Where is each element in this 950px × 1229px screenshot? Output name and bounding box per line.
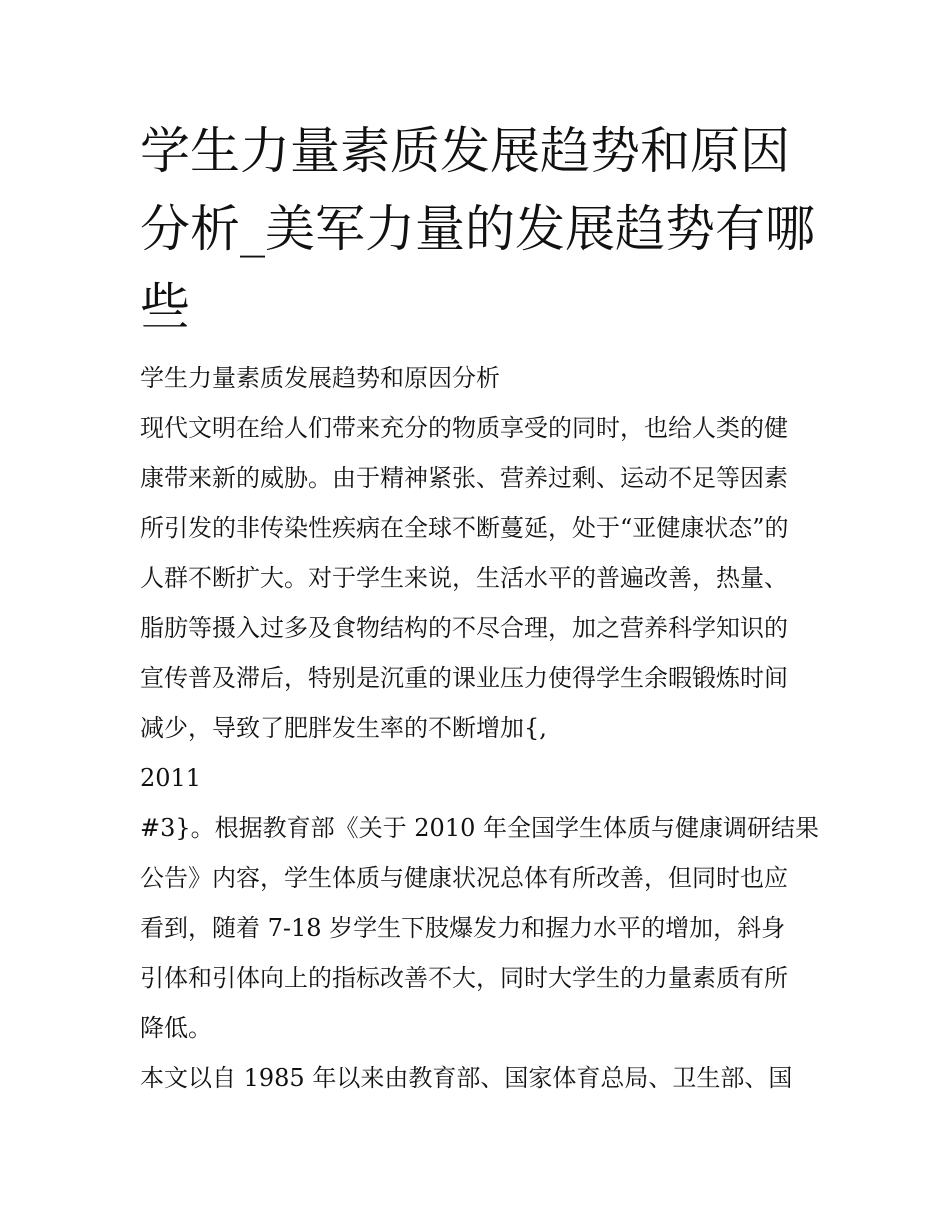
text-line: 人群不断扩大。对于学生来说，生活水平的普遍改善，热量、 xyxy=(140,564,788,592)
text-line: 脂肪等摄入过多及食物结构的不尽合理，加之营养科学知识的 xyxy=(140,614,788,642)
text-line: 康带来新的威胁。由于精神紧张、营养过剩、运动不足等因素 xyxy=(140,464,788,492)
text-line: 所引发的非传染性疾病在全球不断蔓延，处于“亚健康状态”的 xyxy=(140,514,789,542)
title-line: 些 xyxy=(140,278,190,336)
title-line: 学生力量素质发展趋势和原因 xyxy=(140,122,790,180)
section-heading: 学生力量素质发展趋势和原因分析 xyxy=(140,364,500,392)
document-body xyxy=(140,360,840,1110)
text-line: 减少，导致了肥胖发生率的不断增加{, xyxy=(140,714,547,742)
text-line: 2011 xyxy=(140,764,202,792)
text-line: 看到，随着 7-18 岁学生下肢爆发力和握力水平的增加，斜身 xyxy=(140,914,786,942)
document-title xyxy=(140,112,840,346)
text-line: 宣传普及滞后，特别是沉重的课业压力使得学生余暇锻炼时间 xyxy=(140,664,788,692)
text-line: 降低。 xyxy=(140,1014,212,1042)
title-line: 分析_美军力量的发展趋势有哪 xyxy=(140,200,815,258)
text-line: 公告》内容，学生体质与健康状况总体有所改善，但同时也应 xyxy=(140,864,788,892)
text-line: 引体和引体向上的指标改善不大，同时大学生的力量素质有所 xyxy=(140,964,788,992)
text-line: 现代文明在给人们带来充分的物质享受的同时，也给人类的健 xyxy=(140,414,788,442)
text-line: #3}。根据教育部《关于 2010 年全国学生体质与健康调研结果 xyxy=(140,814,819,842)
text-line: 本文以自 1985 年以来由教育部、国家体育总局、卫生部、国 xyxy=(140,1064,793,1092)
